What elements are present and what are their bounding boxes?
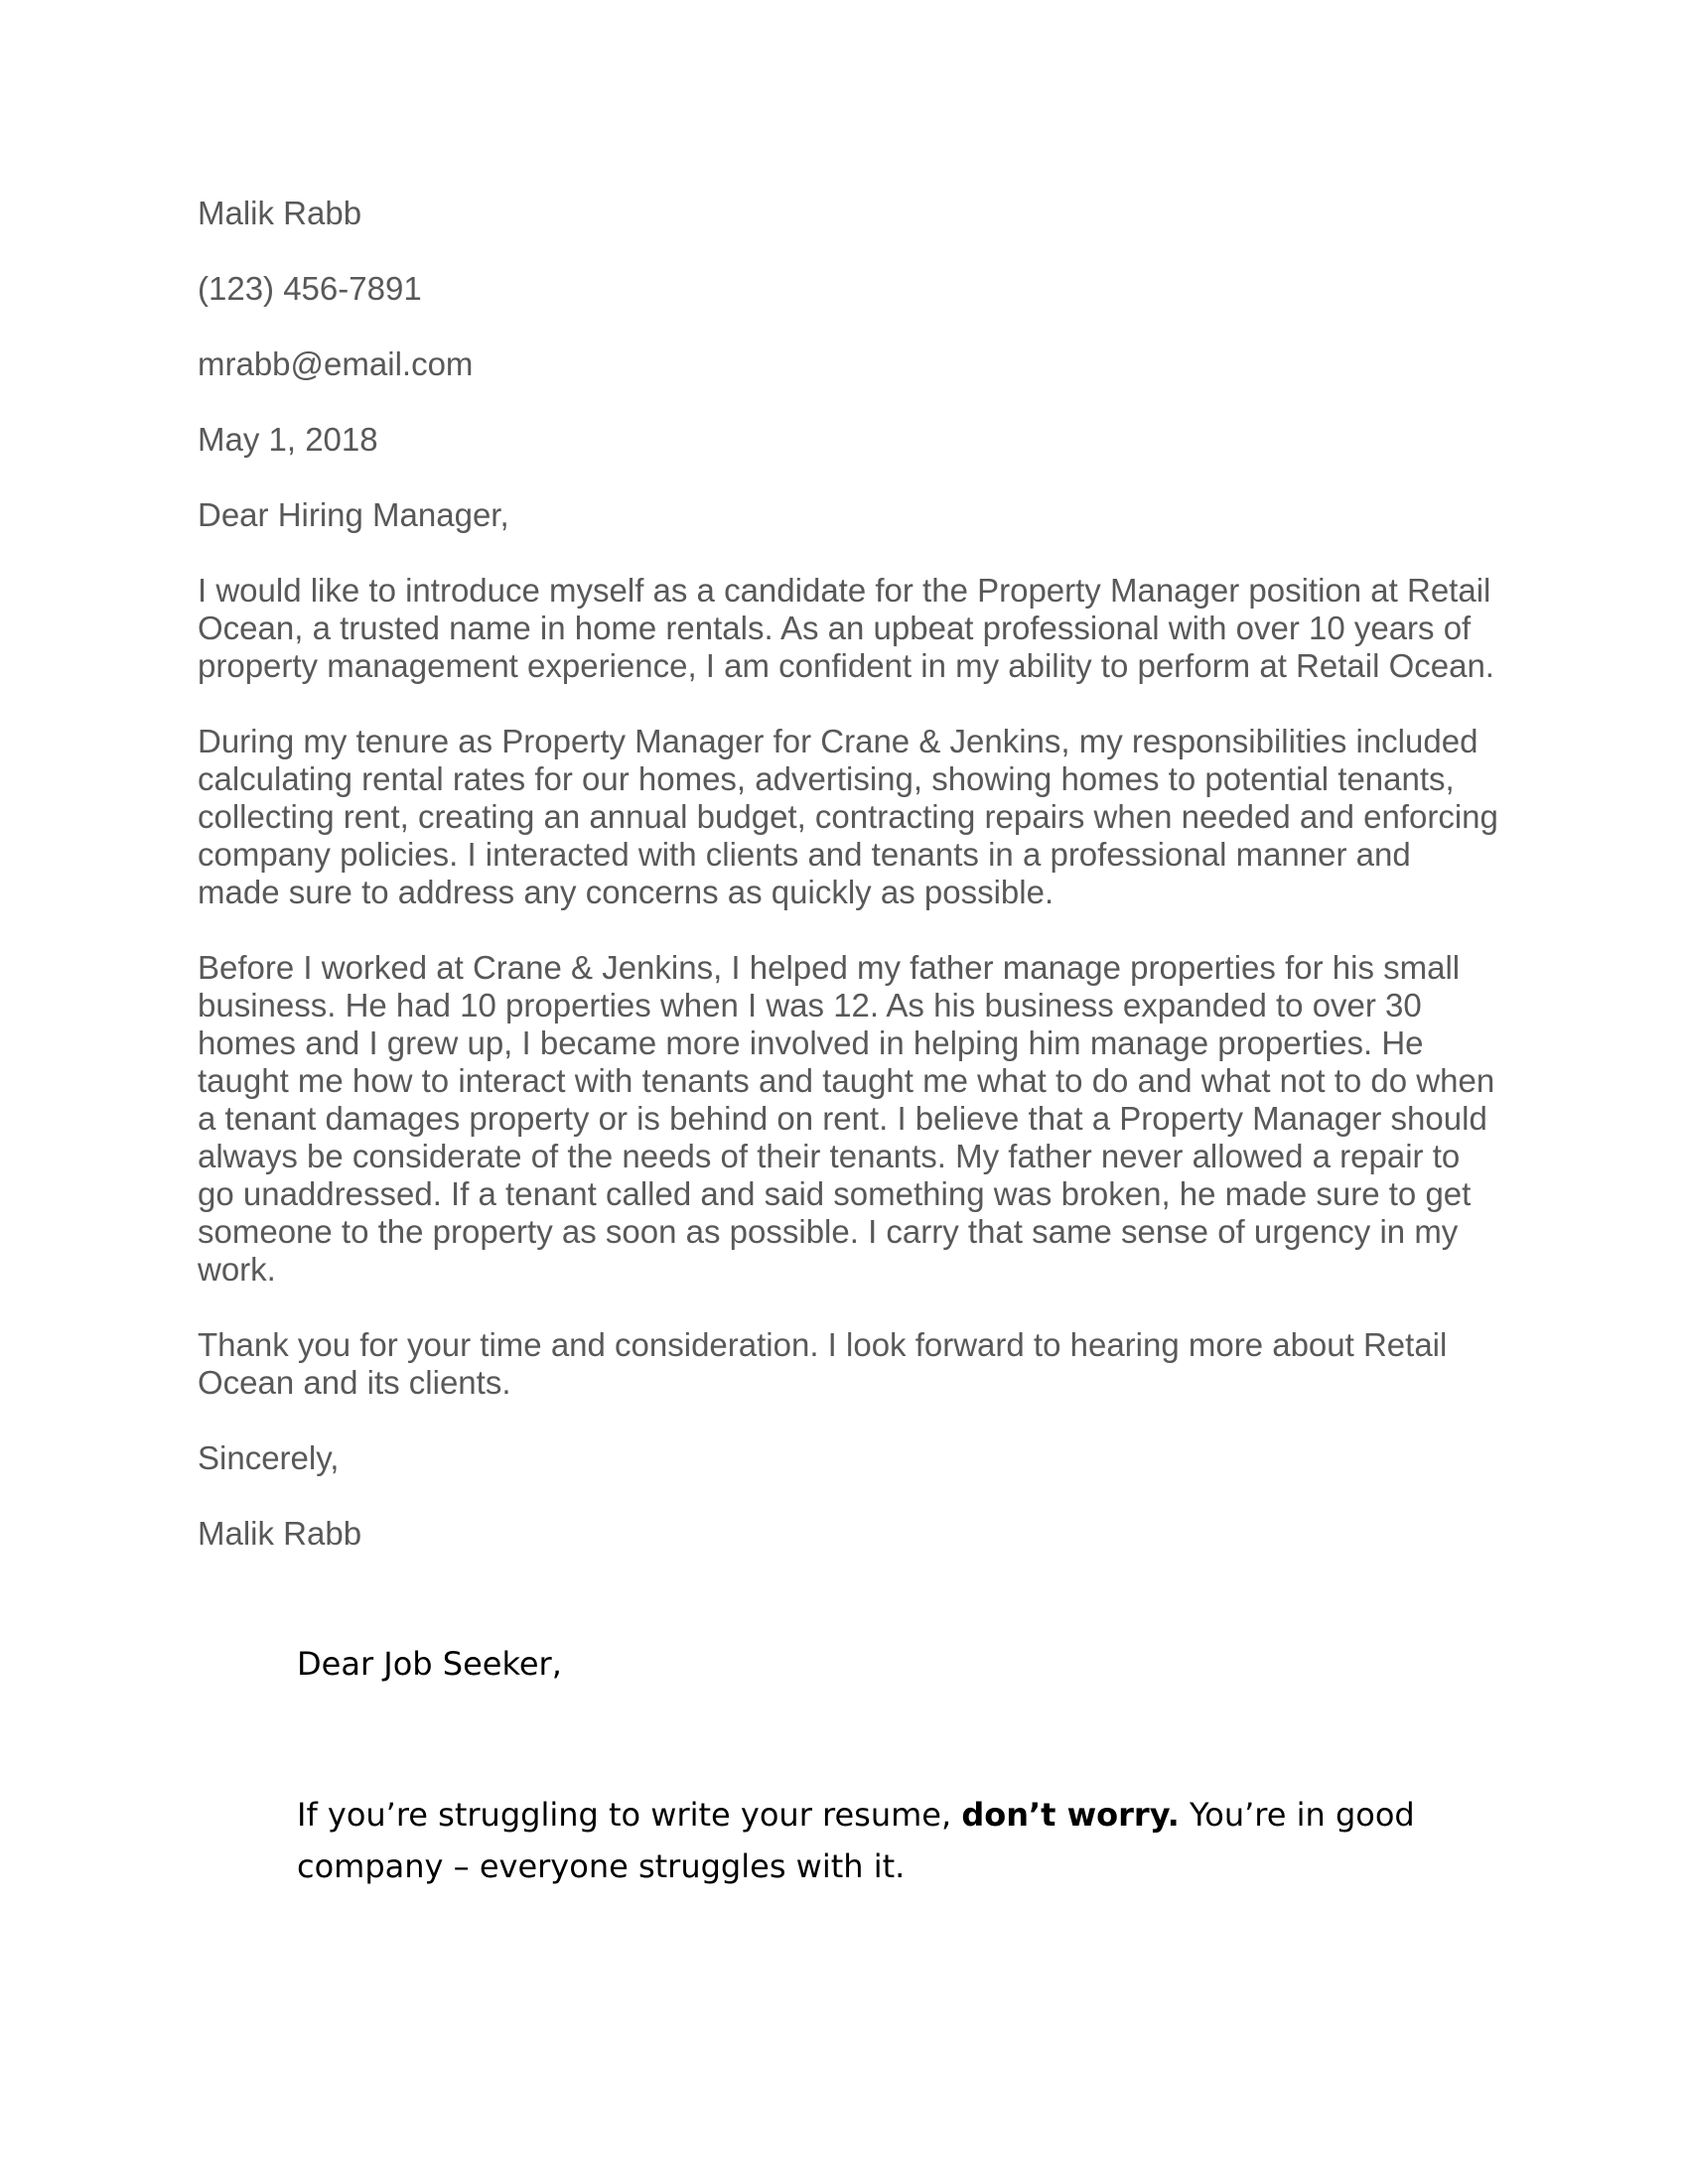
note-message-start: If you’re struggling to write your resume,: [297, 1796, 962, 1834]
sender-name: Malik Rabb: [198, 195, 362, 231]
cover-letter: [198, 195, 1498, 1590]
note-message-end: You’re in good company – everyone struggles with it.: [297, 1796, 1415, 1885]
body-paragraph-background: Before I worked at Crane & Jenkins, I helped my father manage properties for his small business. He had 10 properties when I was 12. As his business expanded to over 30 homes and I grew up, I became more involved in helping him manage properties. He taught me how to interact with tenants and taught me what to do and what not to do when a tenant damages property or is behind on rent. I believe that a Property Manager should always be considerate of the needs of their tenants. My father never allowed a repair to go unaddressed. If a tenant called and said something was broken, he made sure to get someone to the property as soon as possible. I carry that same sense of urgency in my work.: [198, 949, 1495, 1288]
note-message: [297, 1789, 1439, 1892]
body-paragraph-experience: During my tenure as Property Manager for Crane & Jenkins, my responsibilities included calculating rental rates for our homes, advertising, showing homes to potential tenants, collecting rent, creating an annual budget, contracting repairs when needed and enforcing company policies. I interacted with clients and tenants in a professional manner and made sure to address any concerns as quickly as possible.: [198, 723, 1498, 910]
sender-email: mrabb@email.com: [198, 345, 474, 382]
letter-salutation: Dear Hiring Manager,: [198, 496, 509, 533]
sender-phone: (123) 456-7891: [198, 270, 422, 307]
letter-closing: Sincerely,: [198, 1439, 340, 1476]
body-paragraph-intro: I would like to introduce myself as a candidate for the Property Manager position at Retail Ocean, a trusted name in home rentals. As an upbeat professional with over 10 years of property management experience, I am confident in my ability to perform at Retail Ocean.: [198, 572, 1494, 684]
body-paragraph-closing: Thank you for your time and consideration. I look forward to hearing more about Retail Ocean and its clients.: [198, 1326, 1448, 1401]
letter-date: May 1, 2018: [198, 421, 378, 458]
note-message-emphasis: don’t worry.: [961, 1796, 1180, 1834]
note-greeting: Dear Job Seeker,: [297, 1645, 562, 1683]
signature-name: Malik Rabb: [198, 1515, 362, 1552]
job-seeker-note: [297, 1638, 1439, 1892]
